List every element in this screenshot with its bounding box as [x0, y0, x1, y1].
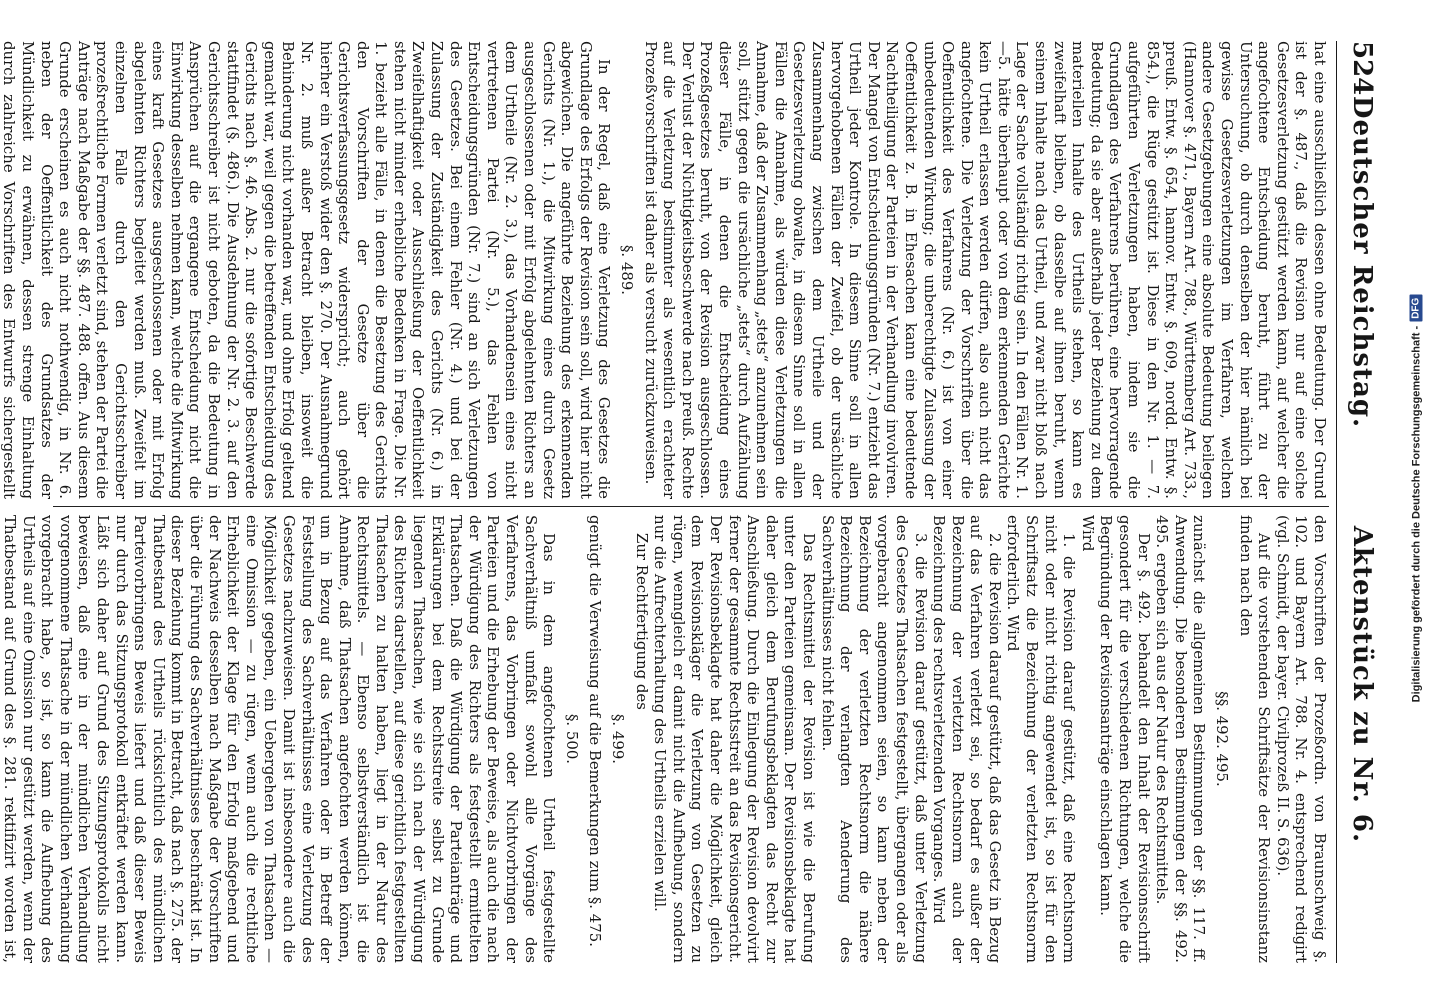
section-492-body-2: Der §. 492. behandelt den Inhalt der Revisionsschrift gesondert für die verschiedenen Richtungen, welche die Begründung der Revisionsanträge einschlagen kann.: [1097, 515, 1153, 963]
running-title-left: Deutscher Reichstag.: [1347, 95, 1377, 429]
wird-line: Wird: [1078, 515, 1097, 552]
rotated-print-page: [0, 7, 1391, 993]
list-item-2: 2. die Revision darauf gestützt, daß das Gesetz in Bezug auf das Verfahren verletzt sei, so bedarf es außer der Bezeichnung der verletzten Rechtsnorm auch der Bezeichnung des rechtsverletzenden Vorganges. Wird: [930, 515, 1004, 963]
digitization-credit-text: [1410, 4, 1423, 994]
right-column: [1, 515, 1329, 963]
digitization-credit: [1402, 0, 1430, 1000]
section-500-body: Das in dem angefochtenen Urtheil festgestellte Sachverhältniß umfaßt sowohl alle Vorgänge des Verfahrens, das Vorbringen oder Nichtvorbringen der Parteien und die Erhebung der Beweise, als auch die nach der Würdigung des Richters als festgestellt ermittelten Thatsachen. Daß die Würdigung der Parteianträge und Erklärungen bei dem Rechtsstreite selbst zu Grunde liegenden Thatsachen, wie sie sich nach der Würdigung des Richters darstellen, auf diese gerichtlich festgestellten Thatsachen zu halten haben, liegt in der Natur des Rechtsmittels. — Ebenso selbstverständlich ist die Annahme, daß Thatsachen angefochten werden können, um in Bezug auf das Verfahren oder in Betreff der Feststellung des Sachverhältnisses eine Verletzung des Gesetzes nachzuweisen. Damit ist insbesondere auch die Möglichkeit gegeben, ein Uebergehen von Thatsachen — eine Omission — zu rügen, wenn auch die rechtliche Erheblichkeit der Klage für den Erfolg maßgebend und der Nachweis desselben nach Maßgabe der Vorschriften über die Führung des Sachverhältnisses beschränkt ist. In dieser Beziehung kommt in Betracht, daß nach §. 275. der Thatbestand des Urtheils rücksichtlich des mündlichen Parteivorbringens Beweis liefert und daß dieser Beweis nur durch das Sitzungsprotokoll entkräftet werden kann. Läßt sich daher auf Grund des Sitzungsprotokolls nicht beweisen, daß eine in der mündlichen Verhandlung vorgenommene Thatsache in der mündlichen Verhandlung vorgebracht habe, so ist, so kann die Aufhebung des Urtheils auf eine Omission nur gestützt werden, wenn der Thatbestand auf Grund des §. 281. rektifizirt worden ist,: [1, 515, 559, 963]
section-heading-489: §. 489.: [618, 244, 637, 296]
left-column: [0, 41, 1329, 499]
credit-line: Digitalisierung gefördert durch die Deutsche Forschungsgemeinschaft -: [1410, 325, 1423, 703]
section-heading-500: §. 500.: [562, 713, 581, 765]
column-divider: [53, 506, 1329, 507]
page-number: 524: [1347, 41, 1377, 96]
right-intro-paragraph-2: Auf die vorstehenden Schriftsätze der Revisionsinstanz finden nach den: [1236, 515, 1274, 963]
rechtsmittel-paragraph: Das Rechtsmittel der Revision ist wie die Berufung unter den Parteien gemeinsam. Der Revisionsbeklagte hat daher gleich dem Berufungsbeklagten das Recht zur Anschließung. Durch die Einlegung der Revision devolvirt ferner der gesammte Rechtsstreit an das Revisionsgericht. Der Revisionsbeklagte hat daher die Möglichkeit, gleich dem Revisionskläger die Verletzung von Gesetzen zu rügen, wenngleich er damit nicht die Aufhebung, sondern nur die Aufrechterhaltung des Urtheils erzielen will.: [651, 515, 818, 963]
section-heading-492-495: §§. 492. 495.: [1213, 691, 1232, 787]
list-item-3: 3. die Revision darauf gestützt, daß unter Verletzung des Gesetzes Thatsachen festgestellt, übergangen oder als vorgebracht angenommen seien, so kann neben der Bezeichnung der verletzten Rechtsnorm die nähere Bezeichnung der verlangten Aenderung des Sachverhältnisses nicht fehlen.: [818, 515, 930, 963]
left-intro-paragraph: hat eine ausschließlich dessen ohne Bedeutung. Der Grund ist der §. 487., daß die Revision nur auf eine solche Gesetzesverletzung gestützt werden kann, auf welcher die angefochtene Entscheidung beruht, führt zu der Untersuchung, ob durch denselben der hier nämlich bei gewisse Gesetzesverletzungen im Verfahren, welchen andere Gesetzgebungen eine absolute Bedeutung beilegen (Hannover §. 471., Bayern Art. 788., Württemberg Art. 733., preuß. Entw. §. 654, hannov. Entw. §. 609, nordd. Entw. §. 854.), die Rüge gestützt ist. Diese in den Nr. 1. — 7. aufgeführten Verletzungen haben, indem sie die Grundlagen des Verfahrens berühren, eine hervorragende Bedeutung; da sie aber außerhalb jeder Beziehung zu dem materiellen Inhalte des Urtheils stehen, so kann es zweifelhaft bleiben, ob dasselbe auf ihnen beruht, wenn seinem Inhalte nach das Urtheil, und zwar nicht bloß nach Lage der Sache vollständig richtig sein. In den Fällen Nr. 1.—5. hätte überhaupt oder von dem erkennenden Gerichte kein Urtheil erlassen werden dürfen, also auch nicht das angefochtene. Die Verletzung der Vorschriften über die Oeffentlichkeit des Verfahrens (Nr. 6.) ist von einer unbedeutenden Wirkung; die unberechtigte Zulassung der Oeffentlichkeit z. B. in Ehesachen kann eine bedeutende Nachtheiligung der Parteien in der Verhandlung involviren. Der Mangel von Entscheidungsgründen (Nr. 7.) entzieht das Urtheil jeder Kontrole. In diesem Sinne soll in allen hervorgehobenen Fällen der Zweifel, ob der ursächliche Zusammenhang zwischen dem Urtheile und der Gesetzesverletzung obwalte, in diesem Sinne soll in allen Fällen die Annahme, als würden diese Verletzungen die Annahme, daß der Zusammenhang „stets“ anzunehmen sein soll, stützt gegen die ursächliche „stets“ durch Aufzählung dieser Fälle, in denen die Entscheidung eines Prozeßgesetzes beruht, von der Revision ausgeschlossen. Der Verlust der Nichtigkeitsbeschwerde nach preuß. Rechte auf die Verletzung bestimmter als wesentlich erachteter Prozeßvorschriften ist daher als versucht zurückzuweisen.: [641, 41, 1329, 499]
zur-rechtfertigung-line: Zur Rechtfertigung des: [632, 533, 651, 710]
dfg-logo-badge: DFG: [1410, 295, 1423, 322]
running-head: [1336, 41, 1381, 963]
right-intro-paragraph: den Vorschriften der Prozeßordn. von Braunschweig §. 102. und Bayern Art. 788. Nr. 4. entsprechend redigirt (vgl. Schmidt, der bayer. Civilprozeß II. S. 636).: [1273, 515, 1329, 963]
section-heading-499: §. 499.: [609, 713, 628, 765]
section-489-body: In der Regel, daß eine Verletzung des Gesetzes die Grundlage des Erfolgs der Revision sein soll, wird hier nicht abgewichen. Die angeführte Beziehung des erkennenden Gerichts (Nr. 1.), die Mitwirkung eines durch Gesetz ausgeschlossenen oder mit Erfolg abgelehnten Richters an dem Urtheile (Nr. 2. 3.), das Vorhandensein eines nicht vertretenen Partei (Nr. 5.), das Fehlen von Entscheidungsgründen (Nr. 7.) sind an sich Verletzungen des Gesetzes. Bei einem Fehler (Nr. 4.) und bei der Zulassung der Zuständigkeit des Gerichts (Nr. 6.) in Zweifelhaftigkeit oder Ausschließung der Oeffentlichkeit stehen nicht minder erhebliche Bedenken in Frage. Die Nr. 1. bezieht alle Fälle, in denen die Besetzung des Gerichts den Vorschriften der Gesetze über die Gerichtsverfassungsgesetz widerspricht; auch gehört hierher ein Verstoß wider den §. 270. Der Ausnahmegrund Nr. 2. muß außer Betracht bleiben, insoweit die Behinderung nicht vorhanden war, und ohne Erfolg geltend gemacht war, weil gegen die betreffenden Entscheidung des Gerichts nach §. 46. Abs. 2. nur die sofortige Beschwerde stattfindet (§. 486.). Die Ausdehnung der Nr. 2. 3. auf den Gerichtsschreiber ist nicht geboten, da die Bedeutung in Ansprüchen auf die ergangene Entscheidung nicht die Einwirkung desselben nehmen kann, welche die Mitwirkung eines kraft Gesetzes ausgeschlossenen oder mit Erfolg abgelehnten Richters begleitet werden muß. Zweifelt im einzelnen Falle durch den Gerichtsschreiber prozeßrechtliche Formen verletzt sind, stehen der Partei die Anträge nach Maßgabe der §§. 487. 488. offen. Aus diesem Grunde erscheinen es auch nicht nothwendig, in Nr. 6. neben der Oeffentlichkeit des Grundsatzes der Mündlichkeit zu erwähnen, dessen strenge Einhaltung durch zahlreiche Vorschriften des Entwurfs sichergestellt: [0, 41, 614, 499]
section-499-body: genügt die Verweisung auf die Bemerkungen zum §. 475.: [586, 515, 605, 947]
running-title-right: Aktenstück zu Nr. 6.: [1347, 525, 1377, 843]
list-item-1: 1. die Revision darauf gestützt, daß eine Rechtsnorm nicht oder nicht richtig angewendet ist, so ist für den Schriftsatz die Bezeichnung der verletzten Rechtsnorm erforderlich. Wird: [1004, 515, 1079, 963]
section-492-body: zunächst die allgemeinen Bestimmungen der §§. 117. ff. Anwendung. Die besonderen Bestimmungen der §§. 492. 495. ergeben sich aus der Natur des Rechtsmittels.: [1153, 515, 1209, 963]
